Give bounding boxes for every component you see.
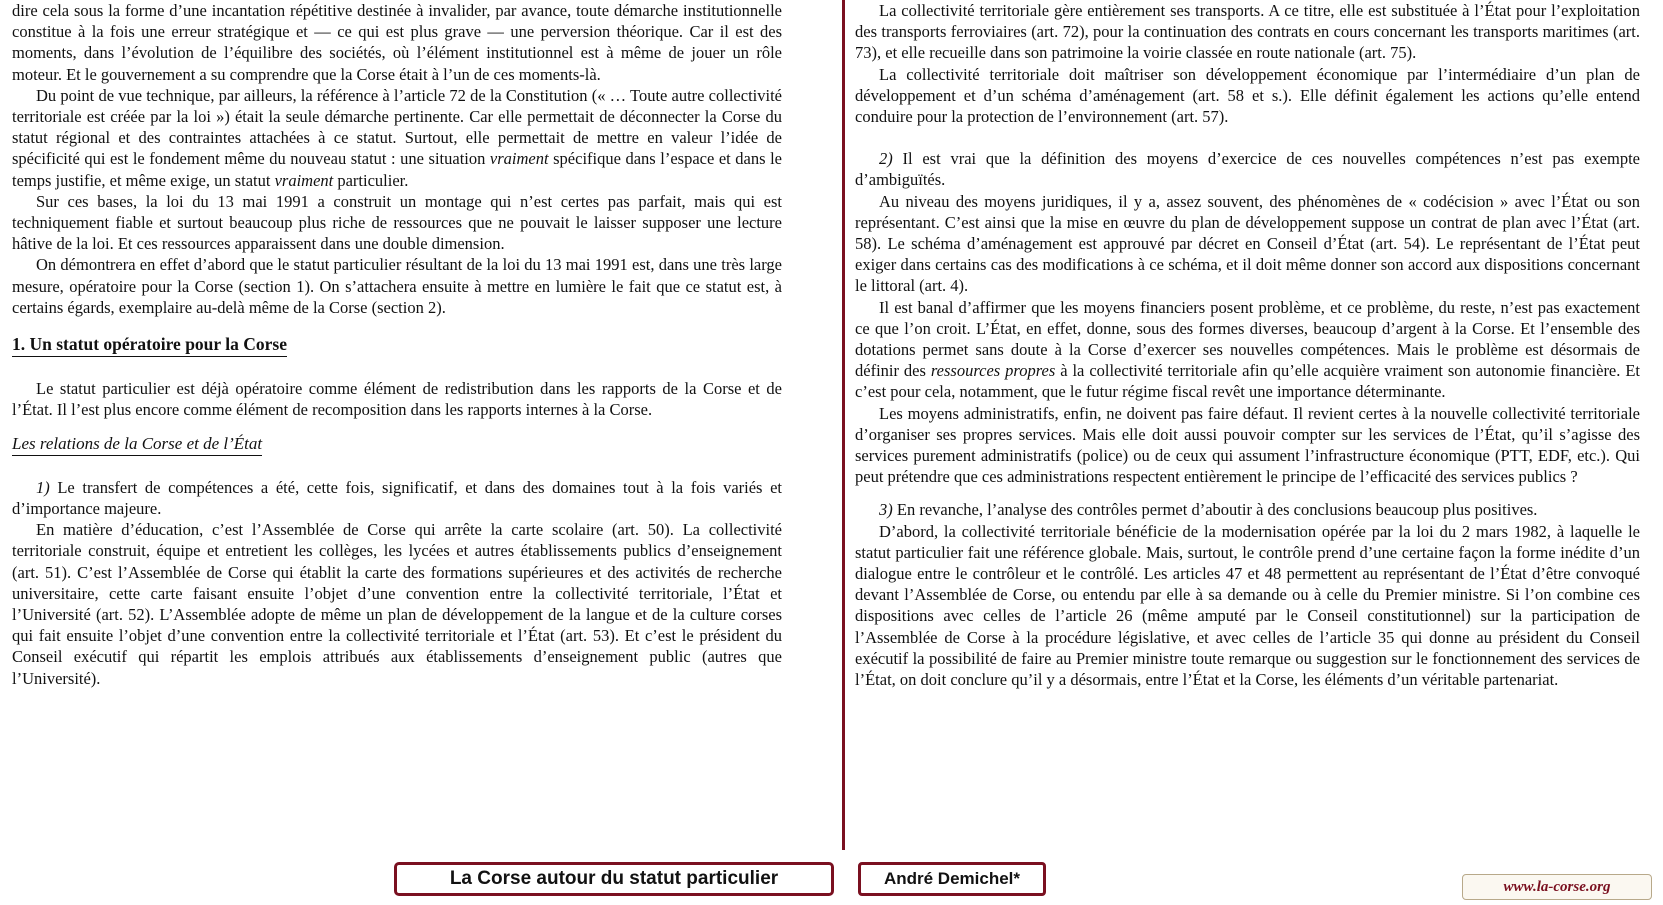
- paragraph: En matière d’éducation, c’est l’Assemblée de Corse qui arrête la carte scolaire (art. 50). La collectivité territoriale construit, équipe et entretient les collèges, les lycées et autres établissements publics d’enseignement (art. 51). C’est l’Assemblée de Corse qui établit la carte des formations supérieures et des activités de recherche universitaire, cette carte faisant ensuite l’objet d’une convention entre la collectivité territoriale, l’État et l’Université (art. 52). L’Assemblée adopte de même un plan de développement de la langue et de la culture corses qui fait ensuite l’objet d’une convention entre la collectivité territoriale et l’État (art. 53). Et c’est le président du Conseil exécutif qui répartit les emplois attribués aux établissements d’enseignement public (autres que l’Université).: [12, 520, 782, 688]
- paragraph: La collectivité territoriale doit maîtriser son développement économique par l’intermédiaire d’un plan de développement et d’un schéma d’aménagement (art. 58 et s.). Elle définit également les actions qu’elle entend conduire pour la protection de l’environnement (art. 57).: [855, 64, 1640, 127]
- paragraph: D’abord, la collectivité territoriale bénéficie de la modernisation opérée par la loi du 2 mars 1982, à laquelle le statut particulier fait une référence globale. Mais, surtout, le contrôle prend d’une certaine façon la forme inédite d’un dialogue entre le contrôleur et le contrôlé. Les articles 47 et 48 permettent au représentant de l’État d’être convoqué devant l’Assemblée de Corse, ou entendu par elle à sa demande ou à celle du Premier ministre. Si l’on combine ces dispositions avec celles de l’article 26 (même amputé par le Conseil constitutionnel) sur la participation de l’Assemblée de Corse à la procédure législative, et avec celles de l’article 35 qui donne au président du Conseil exécutif la possibilité de faire au Premier ministre toute remarque ou suggestion sur le fonctionnement des services de l’État, on doit conclure qu’il y a désormais, entre l’État et la Corse, les éléments d’un véritable partenariat.: [855, 521, 1640, 690]
- paragraph: 1) Le transfert de compétences a été, cette fois, significatif, et dans des domaines tout à la fois variés et d’importance majeure.: [12, 477, 782, 519]
- section-title: 1. Un statut opératoire pour la Corse: [12, 334, 287, 357]
- paragraph: Il est banal d’affirmer que les moyens financiers posent problème, et ce problème, du reste, n’est pas exactement ce que l’on croit. L’État, en effet, donne, sous des formes diverses, beaucoup d’argent à la Corse. Et l’ensemble des dotations permet sans doute à la Corse d’exercer ses nouvelles compétences. Mais le problème est désormais de définir des ressources propres à la collectivité territoriale afin qu’elle acquière vraiment son autonomie financière. Et c’est pour cela, notamment, que le futur régime fiscal revêt une importance déterminante.: [855, 297, 1640, 402]
- paragraph: 3) En revanche, l’analyse des contrôles permet d’aboutir à des conclusions beaucoup plus positives.: [879, 500, 1538, 520]
- paragraph: Sur ces bases, la loi du 13 mai 1991 a construit un montage qui n’est certes pas parfait, mais qui est techniquement fiable et surtout beaucoup plus riche de ressources que ne pouvait le laisser supposer une lecture hâtive de la loi. Et ces ressources apparaissent dans une double dimension.: [12, 191, 782, 254]
- left-column: [12, 0, 782, 689]
- website-link[interactable]: www.la-corse.org: [1462, 874, 1652, 900]
- paragraph: Les moyens administratifs, enfin, ne doivent pas faire défaut. Il revient certes à la nouvelle collectivité territoriale d’organiser ses propres services. Mais elle doit aussi pouvoir compter sur les services de l’État, qu’il s’agisse des services purement administratifs (police) ou de ceux qui assument l’infrastructure économique (PTT, EDF, etc.). Qui peut prétendre que ces administrations respectent entièrement le principe de l’efficacité des services publics ?: [855, 403, 1640, 487]
- paragraph: On démontrera en effet d’abord que le statut particulier résultant de la loi du 13 mai 1991 est, dans une très large mesure, opératoire pour la Corse (section 1). On s’attachera ensuite à mettre en lumière le fait que ce statut est, à certains égards, exemplaire au-delà même de la Corse (section 2).: [12, 255, 782, 317]
- paragraph: Le statut particulier est déjà opératoire comme élément de redistribution dans les rapports de la Corse et de l’État. Il l’est plus encore comme élément de recomposition dans les rapports internes à la Corse.: [12, 379, 782, 420]
- paragraph: 2) Il est vrai que la définition des moyens d’exercice de ces nouvelles compétences n’est pas exempte d’ambiguïtés.: [855, 149, 1640, 190]
- document-title-box: La Corse autour du statut particulier: [394, 862, 834, 896]
- paragraph: dire cela sous la forme d’une incantation répétitive destinée à invalider, par avance, toute démarche institutionnelle constitue à la fois une erreur stratégique et — ce qui est plus grave — une perversion théorique. Car il est des moments, dans l’évolution de l’équilibre des sociétés, où l’élément institutionnel est à même de jouer un rôle moteur. Et le gouvernement a su comprendre que la Corse était à l’un de ces moments-là.: [12, 1, 782, 84]
- right-column: [855, 0, 1640, 690]
- paragraph: La collectivité territoriale gère entièrement ses transports. A ce titre, elle est substituée à l’État pour l’exploitation des transports ferroviaires (art. 72), pour la continuation des contrats en cours concernant les transports maritimes (art. 73), et elle recueille dans son patrimoine la voirie classée en route nationale (art. 75).: [855, 1, 1640, 63]
- paragraph: Du point de vue technique, par ailleurs, la référence à l’article 72 de la Constitution (« … Toute autre collectivité territoriale est créée par la loi ») était la seule démarche pertinente. Car elle permettait de déconnecter la Corse du statut régional et des contraintes attachées à ce statut. Surtout, elle permettait de mettre en valeur l’idée de spécificité qui est le fondement même du nouveau statut : une situation vraiment spécifique dans l’espace et dans le temps justifie, et même exige, un statut vraiment particulier.: [12, 85, 782, 190]
- paragraph: Au niveau des moyens juridiques, il y a, assez souvent, des phénomènes de « codécision » avec l’État ou son représentant. C’est ainsi que la mise en œuvre du plan de développement suppose un contrat de plan avec l’État (art. 58). Le schéma d’aménagement est approuvé par décret en Conseil d’État (art. 54). Le représentant de l’État peut exiger dans certains cas des modifications à ce schéma, et il doit même donner son accord aux dispositions concernant le littoral (art. 4).: [855, 191, 1640, 296]
- author-box: André Demichel*: [858, 862, 1046, 896]
- subsection-title: Les relations de la Corse et de l’État: [12, 433, 262, 456]
- column-divider: [842, 0, 845, 850]
